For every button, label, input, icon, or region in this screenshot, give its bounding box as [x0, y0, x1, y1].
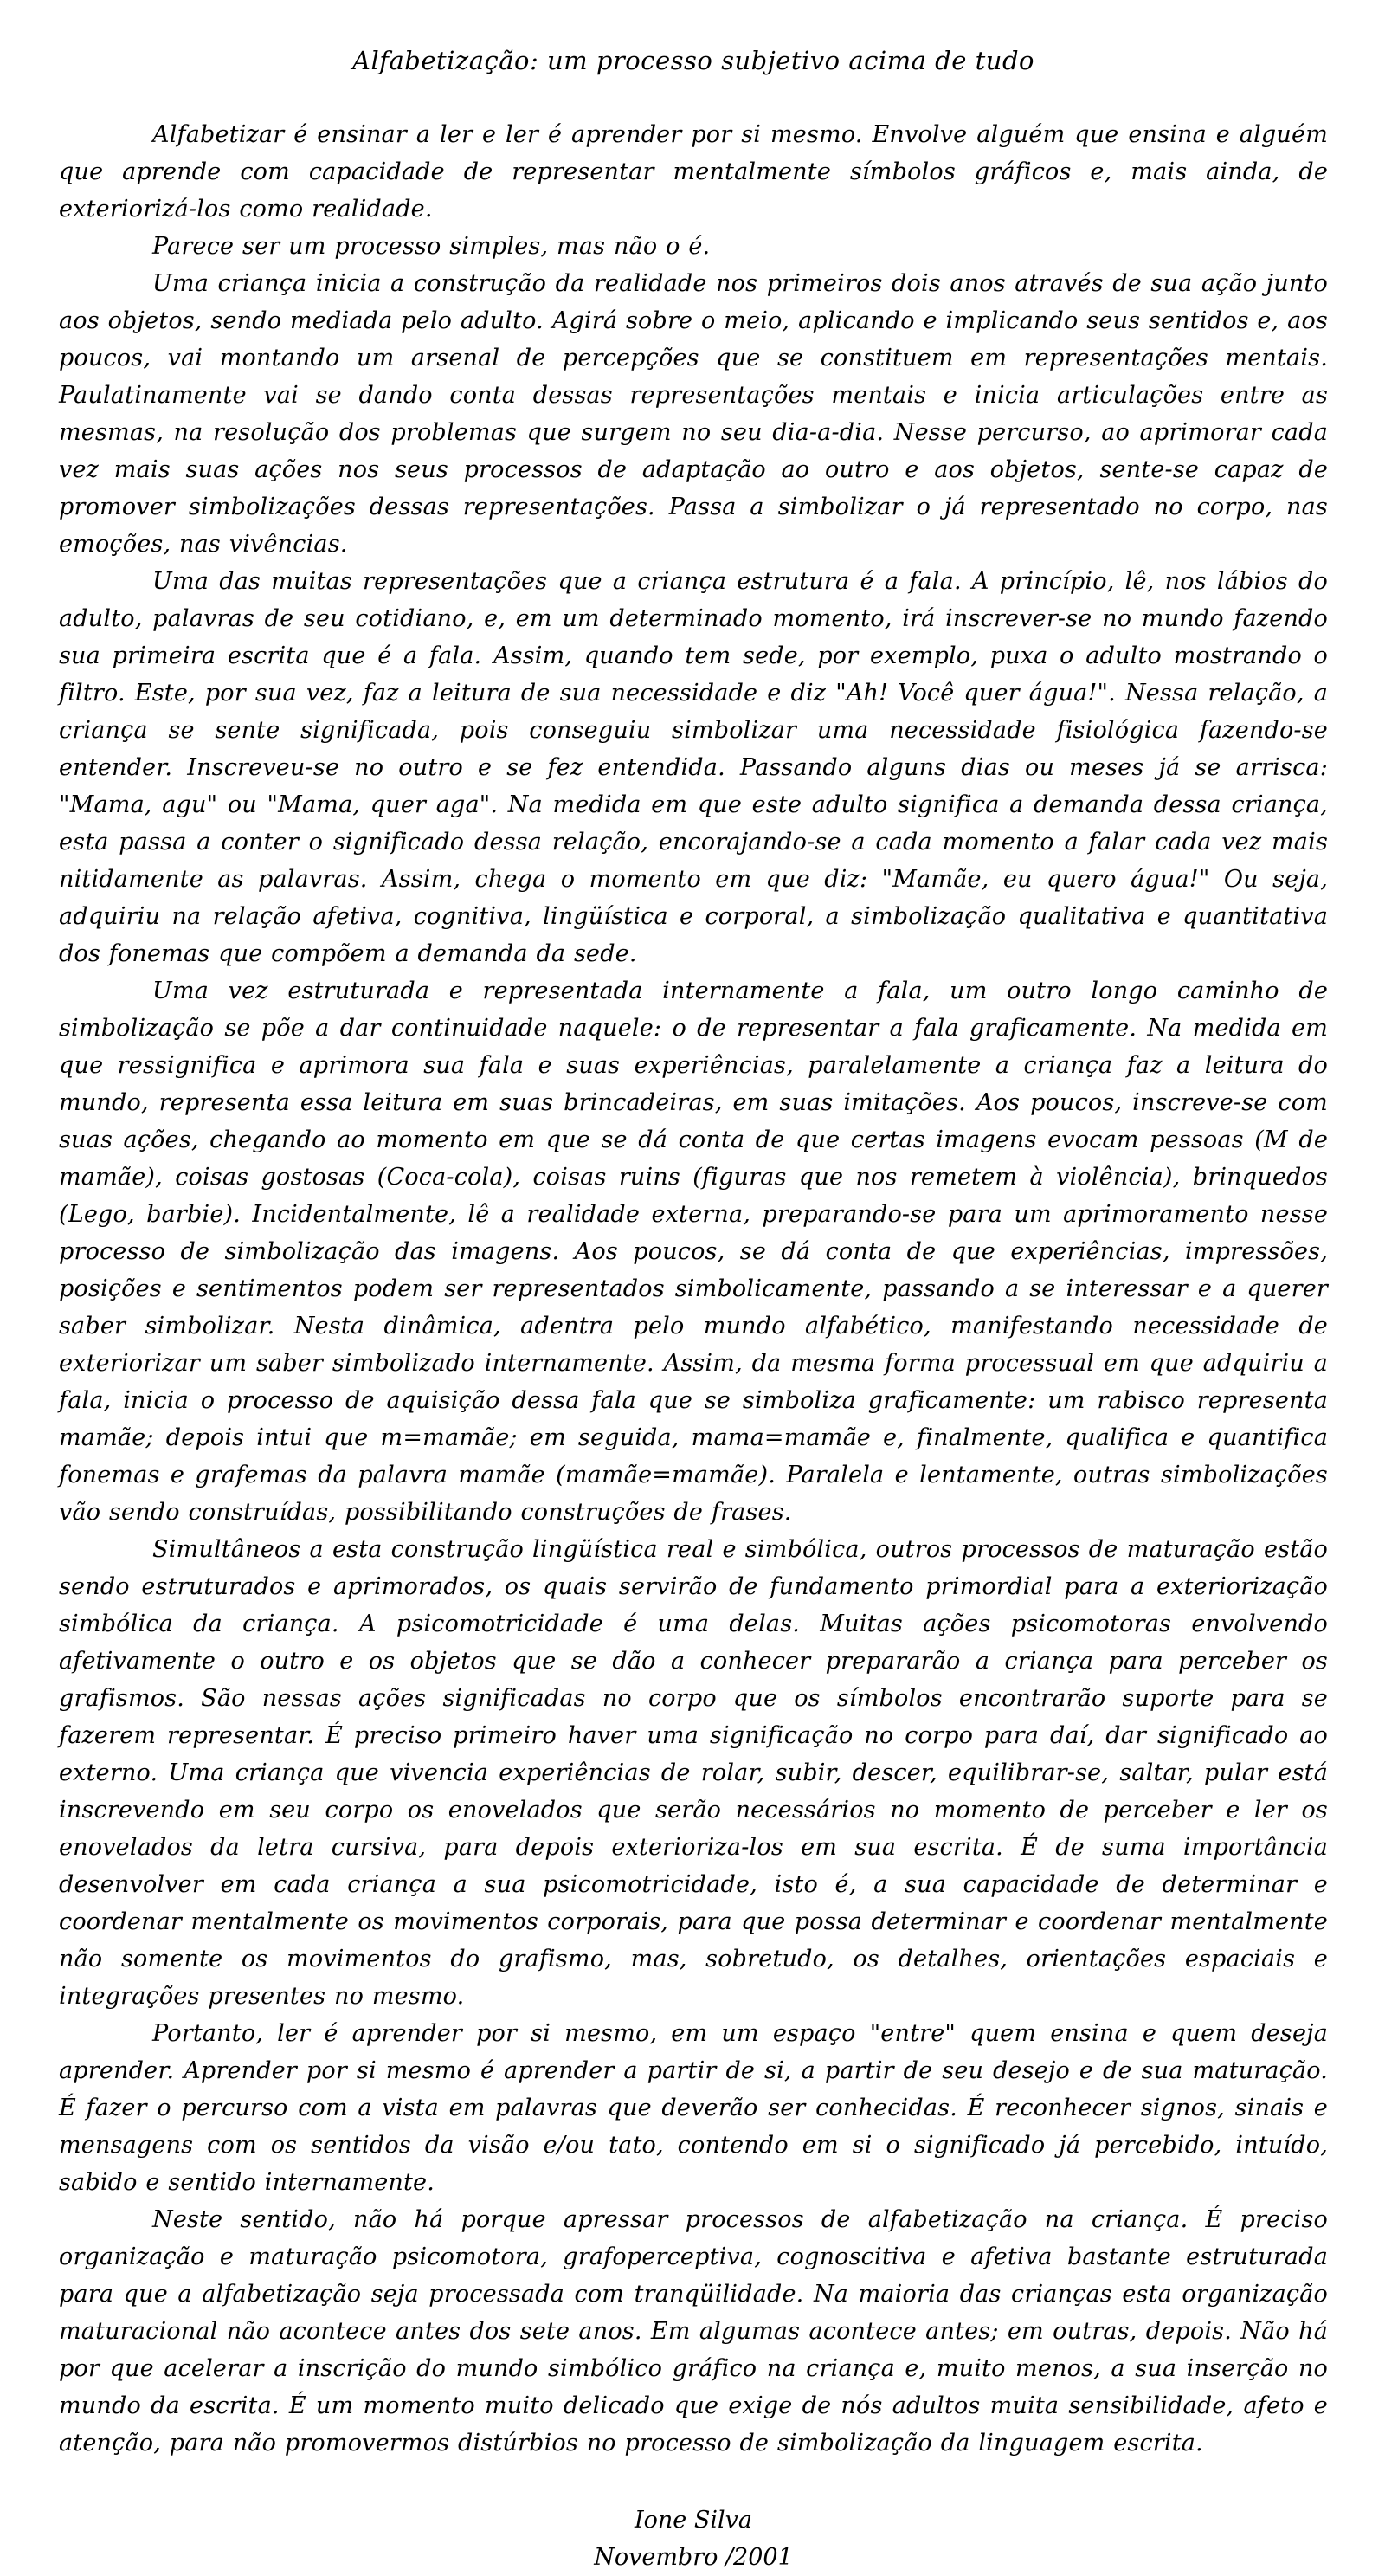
paragraph-simple-process: Parece ser um processo simples, mas não o é. [152, 233, 711, 260]
signature-block [59, 2502, 1328, 2576]
document-title: Alfabetização: um processo subjetivo acima de tudo [352, 46, 1034, 75]
paragraph-conclusion: Neste sentido, não há porque apressar processos de alfabetização na criança. É preciso organização e maturação psicomotora, grafoperceptiva, cognoscitiva e afetiva bastante estruturada para que a alfabetização seja processada com tranqüilidade. Na maioria das crianças esta organização maturacional não acontece antes dos sete anos. Em algumas acontece antes; em outras, depois. Não há por que acelerar a inscrição do mundo simbólico gráfico na criança e, muito menos, a sua inserção no mundo da escrita. É um momento muito delicado que exige de nós adultos muita sensibilidade, afeto e atenção, para não promovermos distúrbios no processo de simbolização da linguagem escrita. [59, 2206, 1328, 2457]
document-body [59, 116, 1328, 2462]
paragraph-psychomotricity: Simultâneos a esta construção lingüística real e simbólica, outros processos de maturação estão sendo estruturados e aprimorados, os quais servirão de fundamento primordial para a exteriorização simbólica da criança. A psicomotricidade é uma delas. Muitas ações psicomotoras envolvendo afetivamente o outro e os objetos que se dão a conhecer prepararão a criança para perceber os grafismos. São nessas ações significadas no corpo que os símbolos encontrarão suporte para se fazerem representar. É preciso primeiro haver uma significação no corpo para daí, dar significado ao externo. Uma criança que vivencia experiências de rolar, subir, descer, equilibrar-se, saltar, pular está inscrevendo em seu corpo os enovelados que serão necessários no momento de perceber e ler os enovelados da letra cursiva, para depois exterioriza-los em sua escrita. É de suma importância desenvolver em cada criança a sua psicomotricidade, isto é, a sua capacidade de determinar e coordenar mentalmente os movimentos corporais, para que possa determinar e coordenar mentalmente não somente os movimentos do grafismo, mas, sobretudo, os detalhes, orientações espaciais e integrações presentes no mesmo. [59, 1536, 1328, 2010]
signature-date: Novembro /2001 [594, 2544, 793, 2571]
paragraph-child-reality: Uma criança inicia a construção da realidade nos primeiros dois anos através de sua ação junto aos objetos, sendo mediada pelo adulto. Agirá sobre o meio, aplicando e implicando seus sentidos e, aos poucos, vai montando um arsenal de percepções que se constituem em representações mentais. Paulatinamente vai se dando conta dessas representações mentais e inicia articulações entre as mesmas, na resolução dos problemas que surgem no seu dia-a-dia. Nesse percurso, ao aprimorar cada vez mais suas ações nos seus processos de adaptação ao outro e aos objetos, sente-se capaz de promover simbolizações dessas representações. Passa a simbolizar o já representado no corpo, nas emoções, nas vivências. [59, 270, 1328, 558]
signature-name: Ione Silva [635, 2507, 752, 2534]
paragraph-speech: Uma das muitas representações que a criança estrutura é a fala. A princípio, lê, nos lábios do adulto, palavras de seu cotidiano, e, em um determinado momento, irá inscrever-se no mundo fazendo sua primeira escrita que é a fala. Assim, quando tem sede, por exemplo, puxa o adulto mostrando o filtro. Este, por sua vez, faz a leitura de sua necessidade e diz "Ah! Você quer água!". Nessa relação, a criança se sente significada, pois conseguiu simbolizar uma necessidade fisiológica fazendo-se entender. Inscreveu-se no outro e se fez entendida. Passando alguns dias ou meses já se arrisca: "Mama, agu" ou "Mama, quer aga". Na medida em que este adulto significa a demanda dessa criança, esta passa a conter o significado dessa relação, encorajando-se a cada momento a falar cada vez mais nitidamente as palavras. Assim, chega o momento em que diz: "Mamãe, eu quero água!" Ou seja, adquiriu na relação afetiva, cognitiva, lingüística e corporal, a simbolização qualitativa e quantitativa dos fonemas que compõem a demanda da sede. [59, 568, 1328, 967]
paragraph-graphic-symbolization: Uma vez estruturada e representada internamente a fala, um outro longo caminho de simbolização se põe a dar continuidade naquele: o de representar a fala graficamente. Na medida em que ressignifica e aprimora sua fala e suas experiências, paralelamente a criança faz a leitura do mundo, representa essa leitura em suas brincadeiras, em suas imitações. Aos poucos, inscreve-se com suas ações, chegando ao momento em que se dá conta de que certas imagens evocam pessoas (M de mamãe), coisas gostosas (Coca-cola), coisas ruins (figuras que nos remetem à violência), brinquedos (Lego, barbie). Incidentalmente, lê a realidade externa, preparando-se para um aprimoramento nesse processo de simbolização das imagens. Aos poucos, se dá conta de que experiências, impressões, posições e sentimentos podem ser representados simbolicamente, passando a se interessar e a querer saber simbolizar. Nesta dinâmica, adentra pelo mundo alfabético, manifestando necessidade de exteriorizar um saber simbolizado internamente. Assim, da mesma forma processual em que adquiriu a fala, inicia o processo de aquisição dessa fala que se simboliza graficamente: um rabisco representa mamãe; depois intui que m=mamãe; em seguida, mama=mamãe e, finalmente, qualifica e quantifica fonemas e grafemas da palavra mamãe (mamãe=mamãe). Paralela e lentamente, outras simbolizações vão sendo construídas, possibilitando construções de frases. [59, 978, 1328, 1526]
paragraph-reading-is-learning: Portanto, ler é aprender por si mesmo, em um espaço "entre" quem ensina e quem deseja aprender. Aprender por si mesmo é aprender a partir de si, a partir de seu desejo e de sua maturação. É fazer o percurso com a vista em palavras que deverão ser conhecidas. É reconhecer signos, sinais e mensagens com os sentidos da visão e/ou tato, contendo em si o significado já percebido, intuído, sabido e sentido internamente. [59, 2020, 1328, 2196]
paragraph-intro: Alfabetizar é ensinar a ler e ler é aprender por si mesmo. Envolve alguém que ensina e alguém que aprende com capacidade de representar mentalmente símbolos gráficos e, mais ainda, de exteriorizá-los como realidade. [59, 121, 1328, 223]
